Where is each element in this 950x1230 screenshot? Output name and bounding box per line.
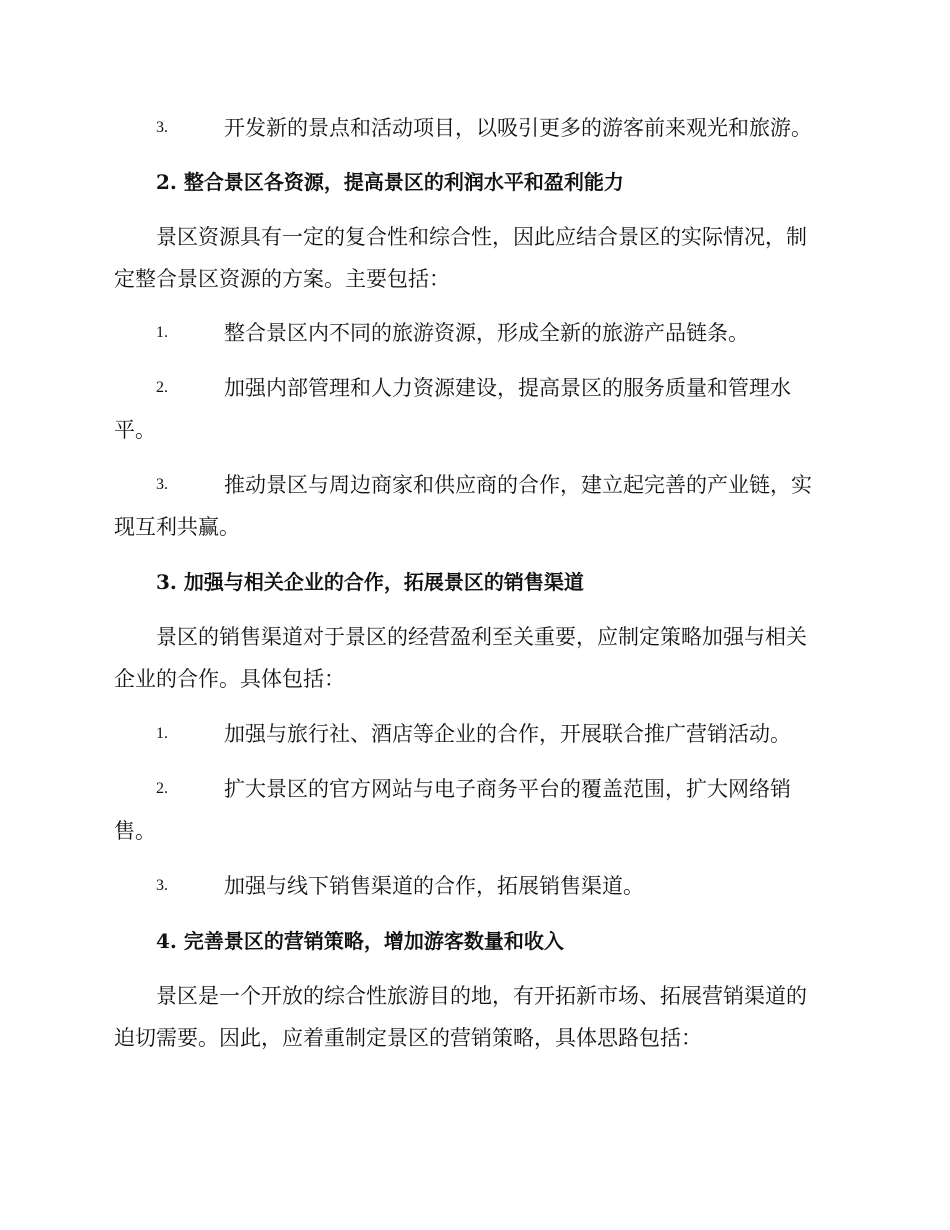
list-item-number: 1. <box>156 725 168 742</box>
list-item-number: 3. <box>156 476 168 493</box>
list-item-text: 整合景区内不同的旅游资源，形成全新的旅游产品链条。 <box>224 321 749 345</box>
list-item-text: 加强与旅行社、酒店等企业的合作，开展联合推广营销活动。 <box>224 722 791 746</box>
section-heading-4: 4. 完善景区的营销策略，增加游客数量和收入 <box>156 929 564 953</box>
list-item-text: 加强与线下销售渠道的合作，拓展销售渠道。 <box>224 874 644 898</box>
paragraph-line: 景区是一个开放的综合性旅游目的地，有开拓新市场、拓展营销渠道的 <box>156 984 807 1008</box>
list-item-text: 推动景区与周边商家和供应商的合作，建立起完善的产业链，实 <box>224 473 812 497</box>
list-item-continuation: 现互利共赢。 <box>114 515 240 539</box>
list-item-number: 2. <box>156 379 168 396</box>
list-item-continuation: 售。 <box>114 819 156 843</box>
paragraph-line: 迫切需要。因此，应着重制定景区的营销策略，具体思路包括： <box>114 1026 702 1050</box>
paragraph-line: 定整合景区资源的方案。主要包括： <box>114 267 450 291</box>
list-item-continuation: 平。 <box>114 418 156 442</box>
section-heading-3: 3. 加强与相关企业的合作，拓展景区的销售渠道 <box>156 570 584 594</box>
paragraph-line: 景区的销售渠道对于景区的经营盈利至关重要，应制定策略加强与相关 <box>156 625 807 649</box>
list-item-number: 2. <box>156 780 168 797</box>
section-heading-2: 2. 整合景区各资源，提高景区的利润水平和盈利能力 <box>156 170 624 194</box>
list-item-number: 3. <box>156 119 168 136</box>
list-item-number: 1. <box>156 324 168 341</box>
paragraph-line: 景区资源具有一定的复合性和综合性，因此应结合景区的实际情况，制 <box>156 225 807 249</box>
list-item-text: 加强内部管理和人力资源建设，提高景区的服务质量和管理水 <box>224 376 791 400</box>
list-item-text: 扩大景区的官方网站与电子商务平台的覆盖范围，扩大网络销 <box>224 777 791 801</box>
list-item-number: 3. <box>156 877 168 894</box>
list-item-text: 开发新的景点和活动项目，以吸引更多的游客前来观光和旅游。 <box>224 116 812 140</box>
paragraph-line: 企业的合作。具体包括： <box>114 667 345 691</box>
